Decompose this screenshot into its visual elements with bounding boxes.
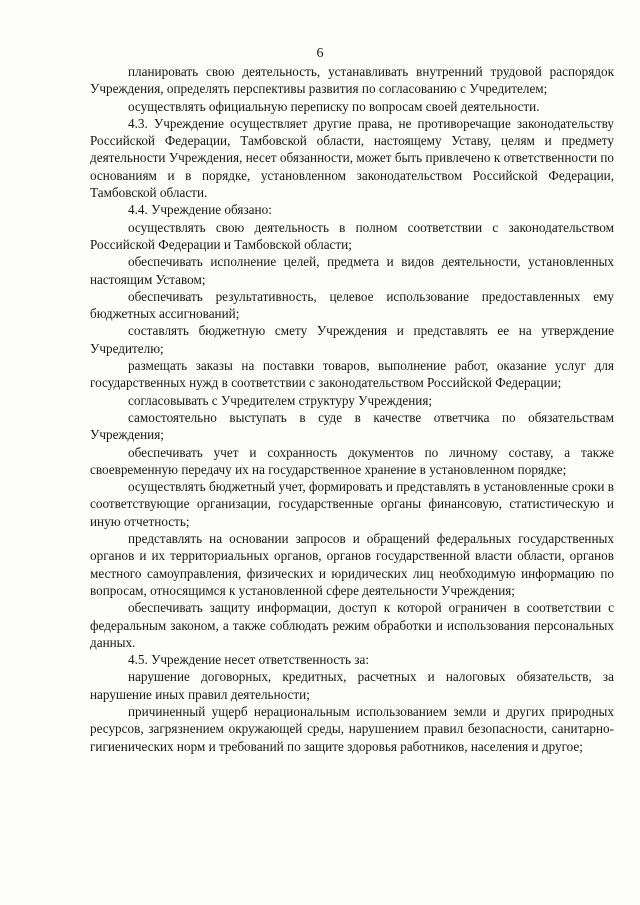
paragraph-duty-budget-estimate: составлять бюджетную смету Учреждения и представлять ее на утверждение Учредителю; xyxy=(90,323,614,356)
heading-section-4-5: 4.5. Учреждение несет ответственность за: xyxy=(128,652,370,668)
paragraph-planning-rights: планировать свою деятельность, устанавливать внутренний трудовой распорядок Учреждения, определять перспективы развития по согласованию с Учредителем; xyxy=(90,64,614,97)
paragraph-duty-accounting: осуществлять бюджетный учет, формировать и представлять в установленные сроки в соответствующие организации, государственные органы финансовую, статистическую и иную отчетность; xyxy=(90,479,614,529)
paragraph-section-4-3: 4.3. Учреждение осуществляет другие права, не противоречащие законодательству Российской Федерации, Тамбовской области, настоящему Уставу, целям и предмету деятельности Учреждения, несет обязанности, может быть привлечено к ответственности по основаниям и в порядке, установленном законодательством Российской Федерации, Тамбовской области. xyxy=(90,115,614,201)
paragraph-duty-information: представлять на основании запросов и обращений федеральных государственных органов и их территориальных органов, органов государственной власти области, органов местного самоуправления, физических и юридических лиц необходимую информацию по вопросам, относящимся к установленной сфере деятельности Учреждения; xyxy=(90,531,614,598)
paragraph-duty-goals: обеспечивать исполнение целей, предмета и видов деятельности, установленных настоящим Уставом; xyxy=(90,254,614,287)
paragraph-correspondence: осуществлять официальную переписку по вопросам своей деятельности. xyxy=(128,98,540,114)
paragraph-duty-compliance: осуществлять свою деятельность в полном соответствии с законодательством Российской Федерации и Тамбовской области; xyxy=(90,219,614,252)
paragraph-liability-obligations: нарушение договорных, кредитных, расчетных и налоговых обязательств, за нарушение иных правил деятельности; xyxy=(90,669,614,702)
paragraph-duty-data-protection: обеспечивать защиту информации, доступ к которой ограничен в соответствии с федеральным законом, а также соблюдать режим обработки и использования персональных данных. xyxy=(90,600,614,650)
paragraph-liability-damage: причиненный ущерб нерациональным использованием земли и других природных ресурсов, загрязнением окружающей среды, нарушением правил безопасности, санитарно-гигиенических норм и требований по защите здоровья работников, населения и другое; xyxy=(90,703,614,754)
page-number: 6 xyxy=(316,46,324,61)
paragraph-duty-personnel-records: обеспечивать учет и сохранность документов по личному составу, а также своевременную передачу их на государственное хранение в установленном порядке; xyxy=(90,444,614,477)
paragraph-duty-structure: согласовывать с Учредителем структуру Учреждения; xyxy=(128,392,433,408)
paragraph-duty-budget-efficiency: обеспечивать результативность, целевое использование предоставленных ему бюджетных ассигнований; xyxy=(90,288,614,322)
heading-section-4-4: 4.4. Учреждение обязано: xyxy=(128,202,272,218)
paragraph-duty-procurement: размещать заказы на поставки товаров, выполнение работ, оказание услуг для государственных нужд в соответствии с законодательством Российской Федерации; xyxy=(90,358,614,391)
paragraph-duty-court: самостоятельно выступать в суде в качестве ответчика по обязательствам Учреждения; xyxy=(90,409,614,443)
document-body xyxy=(90,63,614,755)
